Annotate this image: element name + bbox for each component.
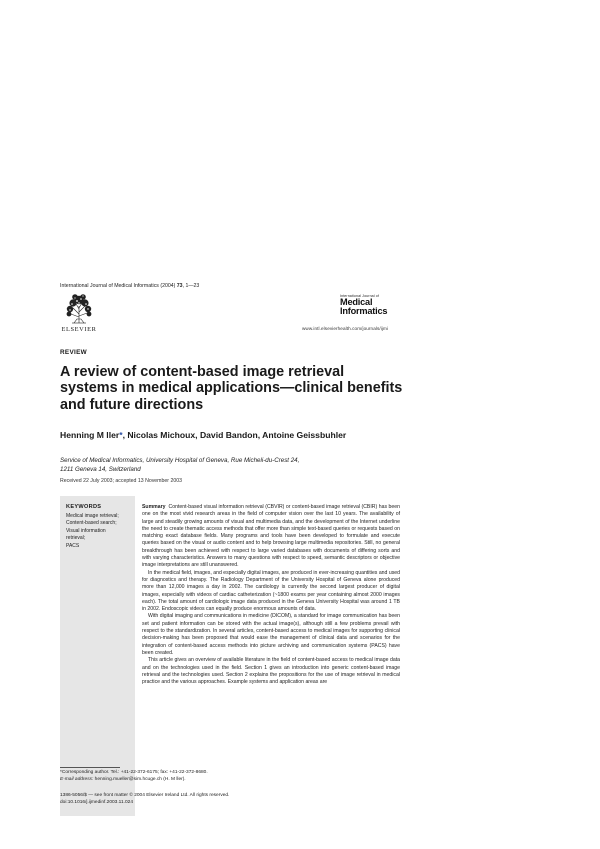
corresponding-author-note: *Corresponding author. Tel.: +41-22-372-6175; fax: +41-22-372-8680. — [60, 770, 208, 775]
abstract-lead: Summary — [142, 504, 166, 510]
affiliation — [60, 457, 299, 474]
publisher-name: ELSEVIER — [61, 326, 97, 333]
affiliation-line: 1211 Geneva 14, Switzerland — [60, 465, 141, 473]
keyword-item: Visual information — [66, 527, 106, 534]
citation-volume: 73 — [176, 283, 183, 289]
other-authors: , Nicolas Michoux, David Bandon, Antoine Geissbuhler — [122, 430, 347, 440]
received-dates: Received 22 July 2003; accepted 13 November 2003 — [60, 478, 182, 484]
keyword-item: PACS — [66, 542, 80, 549]
footnote — [60, 770, 208, 784]
corresponding-author-mark[interactable]: * — [119, 430, 123, 440]
affiliation-line: Service of Medical Informatics, University Hospital of Geneva, Rue Micheli-du-Crest 24, — [60, 457, 300, 464]
email-note — [60, 777, 208, 784]
doi-line[interactable]: doi:10.1016/j.ijmedinf.2003.11.024 — [60, 799, 133, 805]
keyword-item: retrieval; — [66, 535, 86, 542]
journal-logo-line2: Informatics — [340, 305, 388, 316]
keywords-list — [66, 513, 119, 550]
journal-logo — [340, 294, 398, 315]
article-title — [60, 364, 420, 413]
author-list — [60, 430, 346, 440]
section-label: REVIEW — [60, 349, 88, 356]
page-footer — [60, 793, 229, 807]
elsevier-tree-icon — [64, 292, 94, 324]
abstract-paragraph — [142, 504, 400, 570]
footnote-divider — [60, 767, 120, 768]
journal-logo-subtitle: International Journal of — [340, 294, 379, 298]
issn-line: 1386-5056/$ — see front matter © 2004 Elsevier Ireland Ltd. All rights reserved. — [60, 793, 230, 798]
title-line: systems in medical applications—clinical benefits — [60, 380, 403, 397]
abstract-paragraph: In the medical field, images, and especially digital images, are produced in ever-increasing quantities and used for diagnostics and therapy. The Radiology Department of the University Hospital of Geneva alone produced more than 12,000 images a day in 2002. The cardiology is currently the second largest producer of digital images, especially with videos of cardiac catheterization (~1800 exams per year containing almost 2000 images each). The total amount of cardiologic image data produced in the Geneva University Hospital was around 1 TB in 2002. Endoscopic videos can equally produce enormous amounts of data. — [142, 569, 400, 613]
first-author: Henning M ller — [60, 430, 120, 440]
abstract-paragraph: With digital imaging and communications in medicine (DICOM), a standard for image communication has been set and patient information can be stored with the actual image(s), although still a few problems prevail with respect to the standardization. In several articles, content-based access to medical images for supporting clinical decision-making has been proposed that would ease the management of clinical data and scenarios for the integration of content-based access methods into picture archiving and communication systems (PACS) have been created. — [142, 613, 400, 656]
email-label: E-mail address: — [60, 776, 94, 782]
title-line: A review of content-based image retrieval — [60, 364, 345, 380]
abstract-paragraph: This article gives an overview of available literature in the field of content-based access to medical image data and on the technologies used in the field. Section 1 gives an introduction into generic content-based image retrieval and the technologies used. Section 2 explains the propositions for the use of image retrieval in medical practice and the various approaches. Example systems and application areas are — [142, 657, 400, 686]
journal-logo-line1: Medical — [340, 297, 373, 307]
journal-url[interactable]: www.intl.elsevierhealth.com/journals/ijmi — [302, 326, 389, 331]
abstract-text: Content-based visual information retrieval (CBVIR) or content-based image retrieval (CBIR) has been one on the most vivid research areas in the field of computer vision over the last 10 years. The availability of large and steadily growing amounts of visual and multimedia data, and the development of the Internet underline the need to create thematic access methods that offer more than simple text-based queries or requests based on matching exact database fields. Many programs and tools have been developed to formulate and execute queries based on the visual or audio content and to help browsing large multimedia repositories. Still, no general breakthrough has been achieved with respect to large varied databases with documents of differing sorts and with varying characteristics. Answers to many questions with respect to speed, semantic descriptors or objective image interpretations are still unanswered. — [142, 504, 400, 569]
keyword-item: Content-based search; — [66, 520, 117, 527]
journal-citation — [60, 283, 199, 289]
keyword-item: Medical image retrieval; — [66, 513, 119, 519]
citation-text: International Journal of Medical Informatics (2004) — [60, 283, 177, 289]
keywords-box — [60, 496, 135, 816]
citation-pages: , 1—23 — [182, 283, 200, 289]
elsevier-logo — [58, 292, 100, 338]
abstract — [142, 504, 400, 686]
title-line: and future directions — [60, 396, 204, 413]
email-address[interactable]: henning.mueller@sim.hcuge.ch (H. M ller). — [93, 776, 186, 782]
keywords-heading: KEYWORDS — [66, 504, 102, 510]
